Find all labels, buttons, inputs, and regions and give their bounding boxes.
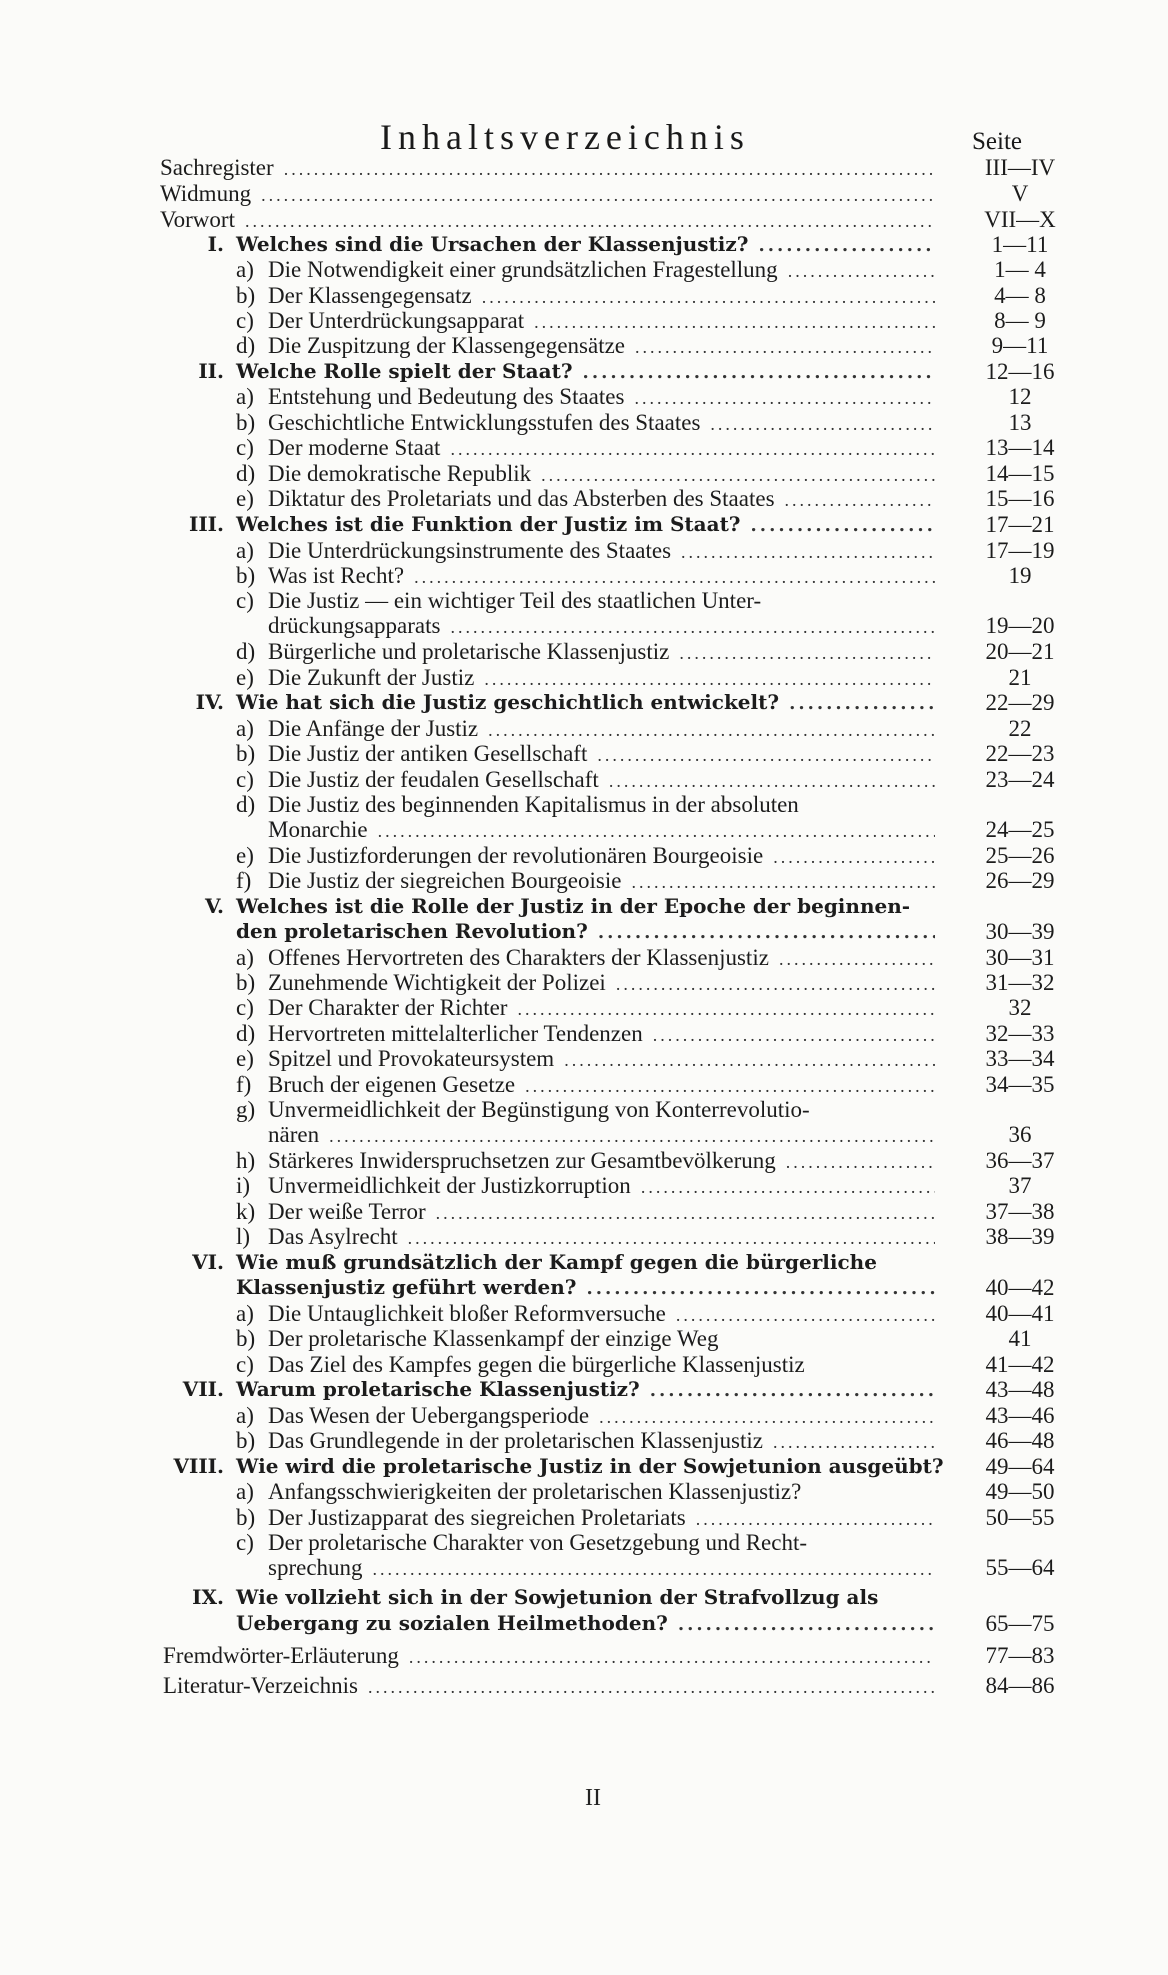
subsection-letter: k) bbox=[236, 1199, 256, 1224]
toc-entry-title: Der moderne Staat bbox=[268, 435, 441, 460]
toc-page-range: 22—23 bbox=[985, 741, 1055, 766]
leader-dots bbox=[409, 1644, 935, 1671]
subsection-letter: e) bbox=[236, 486, 254, 511]
toc-entry-title: Der Klassengegensatz bbox=[268, 283, 472, 308]
leader-dots bbox=[583, 359, 935, 386]
leader-dots bbox=[678, 1611, 935, 1638]
toc-page-range: 43—48 bbox=[985, 1377, 1055, 1402]
toc-page-range: 21 bbox=[1008, 665, 1032, 690]
subsection-letter: c) bbox=[236, 435, 254, 460]
toc-entry-title: Die Anfänge der Justiz bbox=[268, 716, 479, 741]
toc-entry-title: Stärkeres Inwiderspruchsetzen zur Gesamtbevölkerung bbox=[268, 1148, 776, 1173]
leader-dots bbox=[373, 1556, 935, 1583]
toc-entry-title: Die Unterdrückungsinstrumente des Staates bbox=[268, 538, 672, 563]
toc-entry-row bbox=[268, 1478, 945, 1505]
toc-entry-title: Offenes Hervortreten des Charakters der Klassenjustiz bbox=[268, 945, 769, 970]
toc-page-range: 41—42 bbox=[985, 1352, 1055, 1377]
toc-page-range: 32 bbox=[1008, 995, 1032, 1020]
toc-entry-row bbox=[268, 816, 945, 845]
section-number: IV. bbox=[195, 690, 224, 714]
subsection-letter: c) bbox=[236, 1352, 254, 1377]
toc-entry-row bbox=[268, 1121, 945, 1150]
subsection-letter: d) bbox=[236, 461, 256, 486]
toc-page-range: 77—83 bbox=[985, 1643, 1055, 1668]
toc-entry-title: Geschichtliche Entwicklungsstufen des Staates bbox=[268, 410, 701, 435]
leader-dots bbox=[635, 334, 935, 361]
toc-entry-title: Der Unterdrückungsapparat bbox=[268, 308, 525, 333]
toc-chapter-row bbox=[236, 1610, 945, 1638]
toc-page-range: 12 bbox=[1008, 384, 1032, 409]
toc-entry-title: Der Justizapparat des siegreichen Proletariats bbox=[268, 1505, 686, 1530]
toc-entry-title: Was ist Recht? bbox=[268, 563, 405, 588]
section-number: VI. bbox=[192, 1250, 224, 1274]
toc-entry-row bbox=[268, 383, 945, 412]
leader-dots bbox=[564, 1047, 935, 1074]
toc-entry-title: Der Charakter der Richter bbox=[268, 995, 508, 1020]
toc-entry-title: Die Justiz des beginnenden Kapitalismus in der absoluten bbox=[268, 792, 799, 817]
toc-chapter-row bbox=[236, 1376, 945, 1404]
subsection-letter: f) bbox=[236, 868, 252, 893]
toc-page-range: 17—21 bbox=[985, 512, 1055, 537]
leader-dots bbox=[329, 1123, 935, 1150]
toc-entry-title: Warum proletarische Klassenjustiz? bbox=[236, 1377, 640, 1401]
toc-entry-title: Vorwort bbox=[160, 207, 235, 232]
subsection-letter: a) bbox=[236, 1479, 254, 1504]
toc-entry-title: Die Justiz der feudalen Gesellschaft bbox=[268, 767, 599, 792]
toc-page-range: 8— 9 bbox=[994, 308, 1046, 333]
subsection-letter: e) bbox=[236, 665, 254, 690]
subsection-letter: c) bbox=[236, 1530, 254, 1555]
leader-dots bbox=[631, 869, 935, 896]
toc-page-range: 19—20 bbox=[985, 613, 1055, 638]
toc-entry-row bbox=[268, 1096, 945, 1123]
section-number: II. bbox=[198, 359, 224, 383]
leader-dots bbox=[650, 1377, 935, 1404]
toc-chapter-row bbox=[236, 1584, 945, 1611]
toc-chapter-row bbox=[236, 1274, 945, 1302]
toc-entry-title: Wie wird die proletarische Justiz in der Sowjetunion ausgeübt? bbox=[236, 1454, 944, 1478]
toc-entry-title: Widmung bbox=[160, 181, 252, 206]
toc-page-range: 23—24 bbox=[985, 767, 1055, 792]
subsection-letter: c) bbox=[236, 995, 254, 1020]
toc-page-range: V bbox=[1011, 181, 1029, 206]
toc-entry-row bbox=[268, 485, 945, 514]
section-number: III. bbox=[188, 512, 224, 536]
toc-page-range: 12—16 bbox=[985, 359, 1055, 384]
toc-entry-title: Welches sind die Ursachen der Klassenjustiz? bbox=[236, 232, 749, 256]
leader-dots bbox=[598, 919, 935, 946]
page-column-header: Seite bbox=[972, 128, 1022, 155]
leader-dots bbox=[758, 232, 935, 259]
toc-entry-title: Die Zuspitzung der Klassengegensätze bbox=[268, 333, 626, 358]
toc-page-range: 20—21 bbox=[985, 639, 1055, 664]
toc-page-range: 40—42 bbox=[985, 1275, 1055, 1300]
toc-entry-title: Welches ist die Rolle der Justiz in der Epoche der beginnen- bbox=[236, 894, 911, 918]
toc-page-range: 38—39 bbox=[985, 1224, 1055, 1249]
toc-page-range: 55—64 bbox=[985, 1555, 1055, 1580]
toc-chapter-row bbox=[236, 511, 945, 539]
toc-page-range: 36 bbox=[1008, 1122, 1032, 1147]
toc-chapter-row bbox=[236, 231, 945, 259]
page-title: Inhaltsverzeichnis bbox=[380, 117, 750, 157]
toc-page-range: VII—X bbox=[984, 207, 1056, 232]
toc-page-range: 13—14 bbox=[985, 435, 1055, 460]
toc-page-range: 19 bbox=[1008, 563, 1032, 588]
toc-entry-row bbox=[163, 1672, 945, 1701]
subsection-letter: e) bbox=[236, 1046, 254, 1071]
toc-page-range: 15—16 bbox=[985, 486, 1055, 511]
toc-page-range: 34—35 bbox=[985, 1072, 1055, 1097]
toc-entry-title: Der proletarische Klassenkampf der einzige Weg bbox=[268, 1326, 719, 1351]
subsection-letter: b) bbox=[236, 410, 256, 435]
toc-chapter-row bbox=[236, 918, 945, 946]
subsection-letter: l) bbox=[236, 1224, 251, 1249]
toc-entry-title: Das Asylrecht bbox=[268, 1224, 398, 1249]
toc-entry-row bbox=[268, 994, 945, 1023]
subsection-letter: d) bbox=[236, 333, 256, 358]
toc-entry-title: Das Grundlegende in der proletarischen Klassenjustiz bbox=[268, 1428, 763, 1453]
toc-entry-title: Monarchie bbox=[268, 817, 368, 842]
toc-page-range: 30—31 bbox=[985, 945, 1055, 970]
toc-page-range: 40—41 bbox=[985, 1301, 1055, 1326]
toc-entry-row bbox=[163, 1642, 945, 1671]
toc-page-range: 84—86 bbox=[985, 1673, 1055, 1698]
toc-entry-title: Welche Rolle spielt der Staat? bbox=[236, 359, 573, 383]
toc-entry-title: Anfangsschwierigkeiten der proletarischen Klassenjustiz? bbox=[268, 1479, 802, 1504]
leader-dots bbox=[597, 742, 935, 769]
toc-entry-title: Die Justiz der antiken Gesellschaft bbox=[268, 741, 588, 766]
toc-entry-title: Das Ziel des Kampfes gegen die bürgerliche Klassenjustiz bbox=[268, 1352, 805, 1377]
toc-entry-row bbox=[268, 1554, 945, 1583]
leader-dots bbox=[773, 1429, 935, 1456]
leader-dots bbox=[450, 436, 935, 463]
subsection-letter: b) bbox=[236, 1428, 256, 1453]
subsection-letter: a) bbox=[236, 384, 254, 409]
toc-entry-row bbox=[268, 1427, 945, 1456]
toc-entry-title: Unvermeidlichkeit der Justizkorruption bbox=[268, 1173, 631, 1198]
toc-page-range: 1— 4 bbox=[994, 257, 1046, 282]
section-number: IX. bbox=[192, 1585, 224, 1609]
toc-entry-row bbox=[268, 638, 945, 667]
leader-dots bbox=[368, 1674, 935, 1701]
leader-dots bbox=[284, 156, 935, 183]
toc-entry-title: Die Justiz der siegreichen Bourgeoisie bbox=[268, 868, 622, 893]
subsection-letter: b) bbox=[236, 1505, 256, 1530]
subsection-letter: d) bbox=[236, 639, 256, 664]
toc-entry-row bbox=[268, 1325, 945, 1352]
subsection-letter: h) bbox=[236, 1148, 256, 1173]
leader-dots bbox=[634, 385, 935, 412]
toc-page-range: 30—39 bbox=[985, 919, 1055, 944]
toc-page-range: 37—38 bbox=[985, 1199, 1055, 1224]
toc-page-range: 43—46 bbox=[985, 1403, 1055, 1428]
toc-entry-title: Der proletarische Charakter von Gesetzgebung und Recht- bbox=[268, 1530, 808, 1555]
toc-entry-row bbox=[268, 256, 945, 285]
subsection-letter: a) bbox=[236, 1403, 254, 1428]
toc-entry-title: Diktatur des Proletariats und das Absterben des Staates bbox=[268, 486, 775, 511]
leader-dots bbox=[378, 818, 935, 845]
subsection-letter: a) bbox=[236, 1301, 254, 1326]
toc-page-range: 33—34 bbox=[985, 1046, 1055, 1071]
leader-dots bbox=[408, 1225, 935, 1252]
leader-dots bbox=[788, 258, 935, 285]
toc-entry-title: Der weiße Terror bbox=[268, 1199, 426, 1224]
toc-entry-title: Zunehmende Wichtigkeit der Polizei bbox=[268, 970, 606, 995]
toc-entry-row bbox=[268, 867, 945, 896]
toc-entry-title: Spitzel und Provokateursystem bbox=[268, 1046, 555, 1071]
toc-entry-title: Welches ist die Funktion der Justiz im Staat? bbox=[236, 512, 741, 536]
section-number: V. bbox=[205, 894, 224, 918]
subsection-letter: c) bbox=[236, 767, 254, 792]
subsection-letter: d) bbox=[236, 792, 256, 817]
toc-entry-row bbox=[268, 1223, 945, 1252]
toc-page-range: 24—25 bbox=[985, 817, 1055, 842]
toc-chapter-row bbox=[236, 689, 945, 717]
toc-entry-title: Die Justiz — ein wichtiger Teil des staatlichen Unter- bbox=[268, 588, 762, 613]
toc-page-range: 50—55 bbox=[985, 1505, 1055, 1530]
toc-chapter-row bbox=[236, 358, 945, 386]
toc-entry-title: Die Zukunft der Justiz bbox=[268, 665, 475, 690]
toc-entry-title: Literatur-Verzeichnis bbox=[163, 1673, 358, 1698]
toc-entry-title: Die Notwendigkeit einer grundsätzlichen Fragestellung bbox=[268, 257, 778, 282]
subsection-letter: c) bbox=[236, 308, 254, 333]
subsection-letter: b) bbox=[236, 283, 256, 308]
toc-entry-title: Fremdwörter-Erläuterung bbox=[163, 1643, 399, 1668]
leader-dots bbox=[587, 1275, 936, 1302]
subsection-letter: a) bbox=[236, 257, 254, 282]
toc-entry-title: Wie muß grundsätzlich der Kampf gegen die bürgerliche bbox=[236, 1250, 877, 1274]
toc-entry-title: Sachregister bbox=[160, 155, 274, 180]
toc-page-range: 49—64 bbox=[985, 1454, 1055, 1479]
toc-entry-row bbox=[268, 791, 945, 818]
toc-entry-row bbox=[268, 434, 945, 463]
leader-dots bbox=[785, 487, 935, 514]
subsection-letter: b) bbox=[236, 563, 256, 588]
toc-page-range: 31—32 bbox=[985, 970, 1055, 995]
toc-page-range: 37 bbox=[1008, 1173, 1032, 1198]
subsection-letter: f) bbox=[236, 1072, 252, 1097]
subsection-letter: d) bbox=[236, 1021, 256, 1046]
toc-entry-title: Die demokratische Republik bbox=[268, 461, 532, 486]
section-number: I. bbox=[207, 232, 224, 256]
toc-page-range: 22—29 bbox=[985, 690, 1055, 715]
subsection-letter: i) bbox=[236, 1173, 251, 1198]
toc-entry-title: Hervortreten mittelalterlicher Tendenzen bbox=[268, 1021, 643, 1046]
toc-entry-title: Wie vollzieht sich in der Sowjetunion der Strafvollzug als bbox=[236, 1585, 879, 1609]
toc-chapter-row bbox=[236, 1453, 945, 1480]
subsection-letter: a) bbox=[236, 945, 254, 970]
toc-page-range: 49—50 bbox=[985, 1479, 1055, 1504]
toc-entry-title: Die Untauglichkeit bloßer Reformversuche bbox=[268, 1301, 666, 1326]
leader-dots bbox=[789, 690, 935, 717]
toc-entry-title: Bürgerliche und proletarische Klassenjustiz bbox=[268, 639, 670, 664]
toc-entry-title: den proletarischen Revolution? bbox=[236, 919, 588, 943]
toc-entry-title: Unvermeidlichkeit der Begünstigung von Konterrevolutio- bbox=[268, 1097, 810, 1122]
leader-dots bbox=[641, 1174, 935, 1201]
toc-entry-title: Entstehung und Bedeutung des Staates bbox=[268, 384, 625, 409]
toc-entry-row bbox=[268, 740, 945, 769]
subsection-letter: b) bbox=[236, 741, 256, 766]
toc-page-range: 36—37 bbox=[985, 1148, 1055, 1173]
leader-dots bbox=[679, 640, 935, 667]
subsection-letter: b) bbox=[236, 970, 256, 995]
toc-entry-title: Klassenjustiz geführt werden? bbox=[236, 1275, 577, 1299]
subsection-letter: e) bbox=[236, 843, 254, 868]
toc-page-range: 41 bbox=[1008, 1326, 1032, 1351]
toc-page-range: 26—29 bbox=[985, 868, 1055, 893]
leader-dots bbox=[261, 182, 935, 209]
toc-entry-row bbox=[268, 1045, 945, 1074]
toc-chapter-row bbox=[236, 893, 945, 920]
toc-entry-title: Wie hat sich die Justiz geschichtlich entwickelt? bbox=[236, 690, 780, 714]
toc-entry-row bbox=[160, 154, 945, 183]
toc-entry-row bbox=[268, 612, 945, 641]
page-number: II bbox=[585, 1785, 601, 1811]
leader-dots bbox=[450, 614, 935, 641]
toc-page-range: 22 bbox=[1008, 716, 1032, 741]
subsection-letter: g) bbox=[236, 1097, 256, 1122]
toc-page-range: 4— 8 bbox=[994, 283, 1046, 308]
subsection-letter: b) bbox=[236, 1326, 256, 1351]
section-number: VIII. bbox=[173, 1454, 224, 1478]
toc-entry-row bbox=[268, 332, 945, 361]
toc-entry-row bbox=[268, 587, 945, 614]
leader-dots bbox=[517, 996, 935, 1023]
toc-entry-row bbox=[268, 1351, 945, 1378]
toc-page-range: 25—26 bbox=[985, 843, 1055, 868]
toc-entry-row bbox=[268, 1172, 945, 1201]
toc-page-range: III—IV bbox=[984, 155, 1056, 180]
subsection-letter: c) bbox=[236, 588, 254, 613]
toc-page-range: 46—48 bbox=[985, 1428, 1055, 1453]
toc-page-range: 9—11 bbox=[991, 333, 1049, 358]
subsection-letter: a) bbox=[236, 538, 254, 563]
leader-dots bbox=[751, 512, 935, 539]
toc-entry-title: drückungsapparats bbox=[268, 613, 441, 638]
toc-entry-title: sprechung bbox=[268, 1555, 363, 1580]
subsection-letter: a) bbox=[236, 716, 254, 741]
toc-entry-title: Das Wesen der Uebergangsperiode bbox=[268, 1403, 590, 1428]
toc-page-range: 13 bbox=[1008, 410, 1032, 435]
toc-page-range: 17—19 bbox=[985, 538, 1055, 563]
toc-entry-row bbox=[268, 1529, 945, 1556]
toc-entry-title: Die Justizforderungen der revolutionären Bourgeoisie bbox=[268, 843, 764, 868]
section-number: VII. bbox=[182, 1377, 224, 1401]
toc-entry-title: nären bbox=[268, 1122, 320, 1147]
toc-entry-title: Bruch der eigenen Gesetze bbox=[268, 1072, 516, 1097]
toc-page-range: 32—33 bbox=[985, 1021, 1055, 1046]
toc-entry-row bbox=[160, 180, 945, 209]
toc-page-range: 65—75 bbox=[985, 1611, 1055, 1636]
toc-page-range: 1—11 bbox=[991, 232, 1049, 257]
toc-chapter-row bbox=[236, 1249, 945, 1276]
toc-page-range: 14—15 bbox=[985, 461, 1055, 486]
toc-entry-title: Uebergang zu sozialen Heilmethoden? bbox=[236, 1611, 668, 1635]
